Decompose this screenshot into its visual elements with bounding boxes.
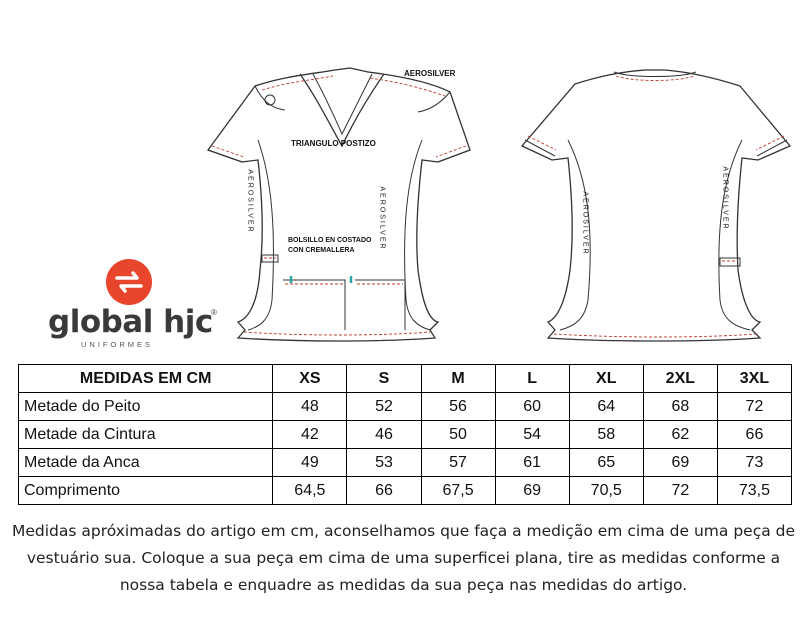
table-cell: 66 (717, 421, 791, 449)
table-cell: 64,5 (273, 477, 347, 505)
header-size: L (495, 365, 569, 393)
label-bolsillo-line2: CON CREMALLERA (288, 247, 355, 254)
header-size: 2XL (643, 365, 717, 393)
label-triangulo-postizo: TRIANGULO POSTIZO (291, 139, 376, 148)
row-label: Metade da Cintura (19, 421, 273, 449)
table-cell: 50 (421, 421, 495, 449)
table-row (19, 449, 792, 477)
table-cell: 52 (347, 393, 421, 421)
row-label: Metade do Peito (19, 393, 273, 421)
brand-logo (48, 258, 228, 358)
label-front-side-right: AEROSILVER (378, 186, 386, 251)
back-view-drawing (522, 70, 790, 341)
table-row (19, 393, 792, 421)
table-cell: 64 (569, 393, 643, 421)
table-cell: 66 (347, 477, 421, 505)
header-size: XS (273, 365, 347, 393)
measurement-note (10, 518, 797, 599)
label-front-side-left: AEROSILVER (246, 169, 254, 234)
table-cell: 70,5 (569, 477, 643, 505)
header-size: XL (569, 365, 643, 393)
table-cell: 65 (569, 449, 643, 477)
note-line: vestuário sua. Coloque a sua peça em cima de uma superficei plana, tire as medidas conforme a (26, 549, 781, 567)
header-medidas: MEDIDAS EM CM (19, 365, 273, 393)
table-cell: 57 (421, 449, 495, 477)
table-cell: 42 (273, 421, 347, 449)
row-label: Metade da Anca (19, 449, 273, 477)
table-cell: 46 (347, 421, 421, 449)
label-back-side-right: AEROSILVER (721, 166, 729, 231)
row-label: Comprimento (19, 477, 273, 505)
header-size: S (347, 365, 421, 393)
label-back-side-left: AEROSILVER (581, 191, 589, 256)
table-cell: 68 (643, 393, 717, 421)
brand-tagline: UNIFORMES (81, 340, 153, 349)
table-cell: 69 (643, 449, 717, 477)
note-line: Medidas apróximadas do artigo em cm, aconselhamos que faça a medição em cima de uma peça de (11, 522, 796, 540)
table-cell: 72 (643, 477, 717, 505)
table-row (19, 477, 792, 505)
table-cell: 72 (717, 393, 791, 421)
table-header-row (19, 365, 792, 393)
table-row (19, 421, 792, 449)
table-cell: 73,5 (717, 477, 791, 505)
table-cell: 69 (495, 477, 569, 505)
exchange-arrows-icon (105, 258, 153, 306)
table-cell: 73 (717, 449, 791, 477)
table-cell: 56 (421, 393, 495, 421)
note-line: nossa tabela e enquadre as medidas da sua peça nas medidas do artigo. (119, 576, 688, 594)
header-size: 3XL (717, 365, 791, 393)
table-cell: 67,5 (421, 477, 495, 505)
size-table (18, 364, 792, 505)
brand-wordmark: global hjc (48, 304, 213, 340)
table-cell: 49 (273, 449, 347, 477)
table-cell: 48 (273, 393, 347, 421)
table-cell: 61 (495, 449, 569, 477)
table-cell: 53 (347, 449, 421, 477)
table-cell: 60 (495, 393, 569, 421)
table-cell: 54 (495, 421, 569, 449)
table-cell: 62 (643, 421, 717, 449)
label-bolsillo-line1: BOLSILLO EN COSTADO (288, 237, 372, 244)
label-aerosilver-top: AEROSILVER (404, 69, 456, 78)
back-stitching (528, 76, 784, 337)
registered-mark: ® (211, 308, 217, 317)
table-cell: 58 (569, 421, 643, 449)
header-size: M (421, 365, 495, 393)
